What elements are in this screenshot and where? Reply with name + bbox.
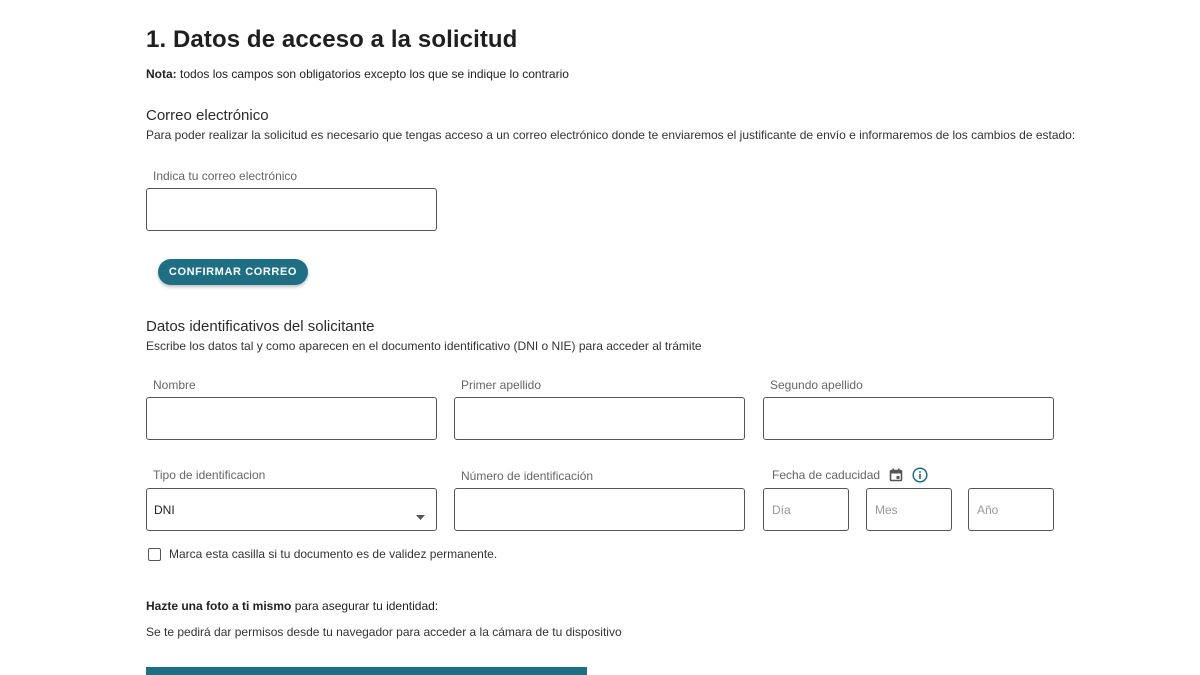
segundo-apellido-field[interactable] [763, 397, 1054, 440]
calendar-icon[interactable] [888, 467, 904, 483]
permanent-validity-label[interactable]: Marca esta casilla si tu documento es de validez permanente. [169, 547, 498, 561]
numero-id-label: Número de identificación [461, 469, 594, 483]
confirm-email-button[interactable]: CONFIRMAR CORREO [158, 259, 308, 285]
photo-section-title [146, 599, 438, 613]
email-field[interactable] [146, 188, 437, 231]
nombre-label: Nombre [153, 378, 196, 392]
nombre-field[interactable] [146, 397, 437, 440]
email-section-title: Correo electrónico [146, 107, 269, 124]
tipo-id-select[interactable] [146, 488, 437, 531]
segundo-apellido-label: Segundo apellido [770, 378, 863, 392]
applicant-section-title: Datos identificativos del solicitante [146, 318, 375, 335]
primer-apellido-label: Primer apellido [461, 378, 542, 392]
photo-title-bold: Hazte una foto a ti mismo [146, 599, 292, 613]
photo-section-description: Se te pedirá dar permisos desde tu navegador para acceder a la cámara de tu dispositivo [146, 625, 622, 639]
anio-field[interactable] [968, 488, 1054, 531]
primer-apellido-field[interactable] [454, 397, 745, 440]
tipo-id-label: Tipo de identificacion [153, 468, 266, 482]
email-section-description: Para poder realizar la solicitud es necesario que tengas acceso a un correo electrónico donde te enviaremos el justificante de envío e informaremos de los cambios de estado: [146, 128, 1076, 142]
fecha-caducidad-label: Fecha de caducidad [772, 468, 881, 482]
numero-id-field[interactable] [454, 488, 745, 531]
fecha-caducidad-label-row [772, 467, 928, 483]
tipo-id-selected-value: DNI [154, 503, 175, 517]
required-fields-note [146, 67, 569, 81]
note-text: todos los campos son obligatorios excepto los que se indique lo contrario [180, 67, 569, 81]
mes-field[interactable] [866, 488, 952, 531]
info-icon[interactable] [912, 467, 928, 483]
note-label: Nota: [146, 67, 177, 81]
dia-field[interactable] [763, 488, 849, 531]
caret-down-icon [416, 507, 425, 525]
permanent-validity-row [148, 547, 497, 561]
email-field-label: Indica tu correo electrónico [153, 169, 298, 183]
photo-title-rest: para asegurar tu identidad: [291, 599, 439, 613]
page-title: 1. Datos de acceso a la solicitud [146, 26, 518, 53]
chevron-down-icon [147, 0, 157, 4]
permanent-validity-checkbox[interactable] [148, 548, 161, 561]
applicant-section-description: Escribe los datos tal y como aparecen en el documento identificativo (DNI o NIE) para acceder al trámite [146, 339, 702, 353]
take-photo-button[interactable] [146, 667, 587, 675]
